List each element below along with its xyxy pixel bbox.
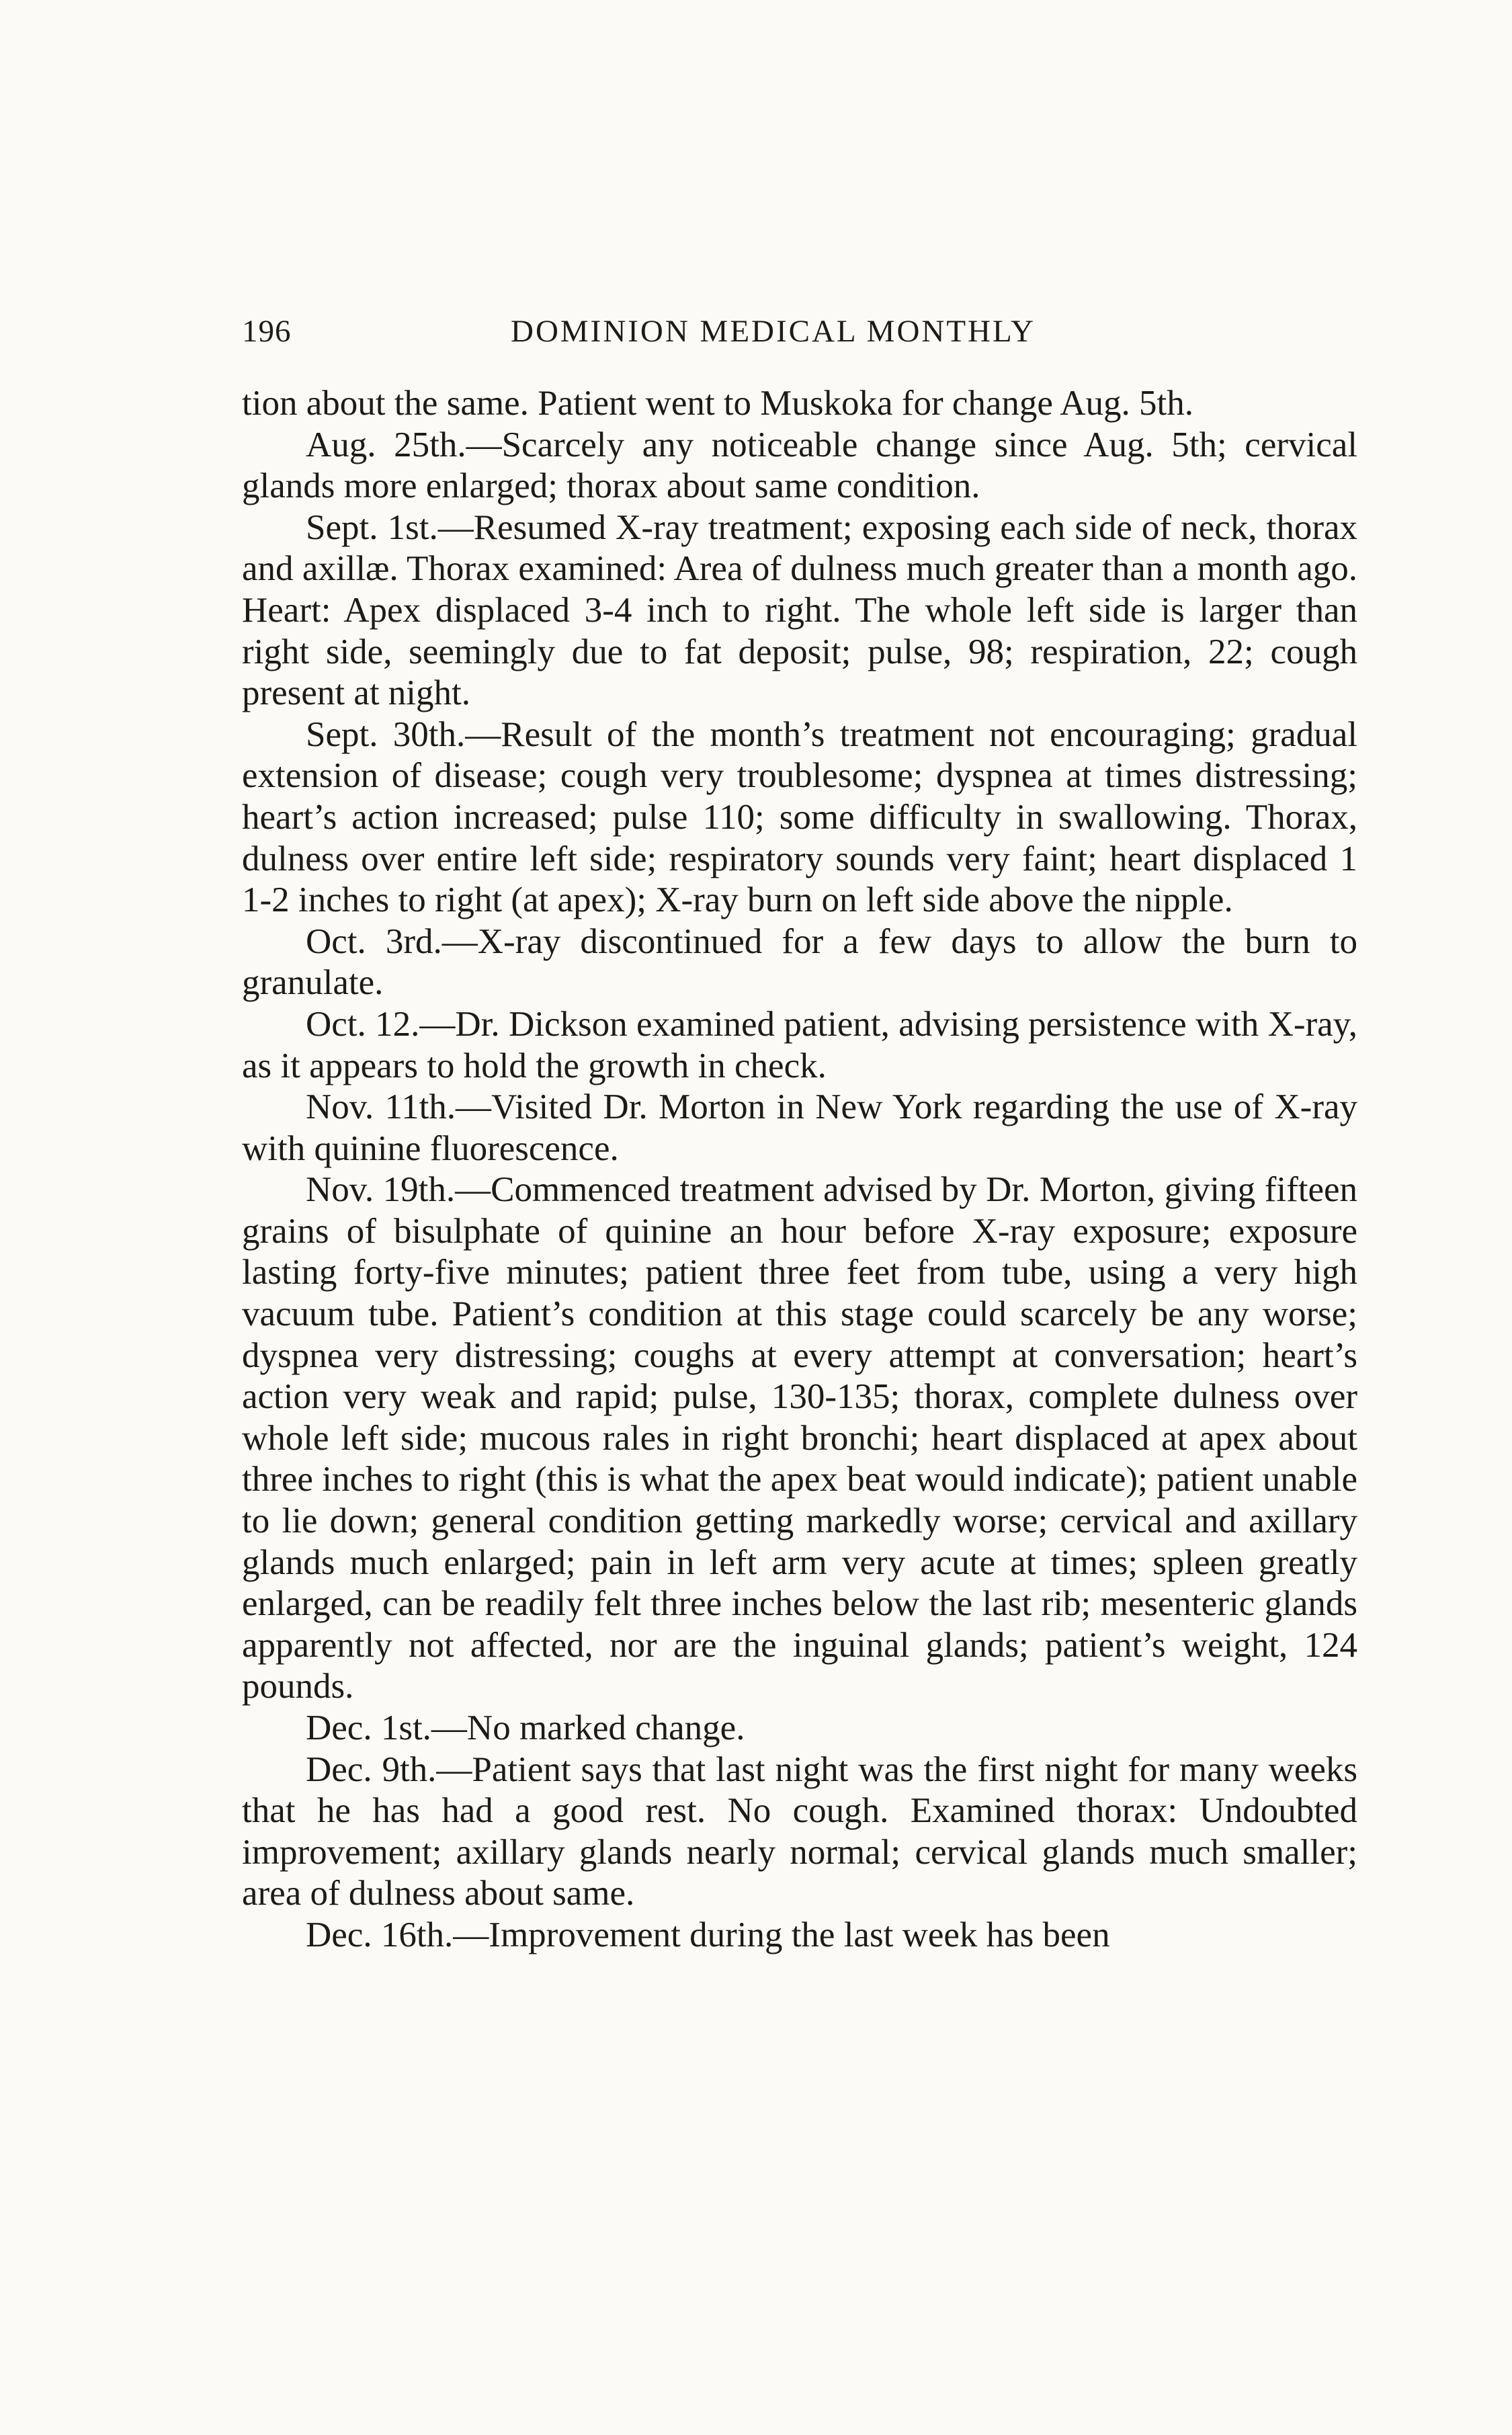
- paragraph-oct-12: Oct. 12.—Dr. Dickson examined patient, advising persistence with X-ray, as it appears to hold the growth in check.: [242, 1004, 1357, 1085]
- paragraph-sept-1: Sept. 1st.—Resumed X-ray treatment; exposing each side of neck, thorax and axillæ. Thorax examined: Area of dulness much greater than a month ago. Heart: Apex displaced 3-4 inch to right. The whole left side is larger than right side, seemingly due to fat deposit; pulse, 98; respiration, 22; cough present at night.: [242, 507, 1357, 713]
- paragraph-continued: tion about the same. Patient went to Muskoka for change Aug. 5th.: [242, 384, 1194, 423]
- body-text: [242, 383, 1357, 1956]
- paragraph-aug-25: Aug. 25th.—Scarcely any noticeable change since Aug. 5th; cervical glands more enlarged; thorax about same condition.: [242, 425, 1357, 506]
- paragraph-nov-11: Nov. 11th.—Visited Dr. Morton in New York regarding the use of X-ray with quinine fluorescence.: [242, 1087, 1357, 1168]
- page-header: [242, 313, 1357, 354]
- paragraph-oct-3: Oct. 3rd.—X-ray discontinued for a few days to allow the burn to granulate.: [242, 921, 1357, 1003]
- paragraph-dec-1: Dec. 1st.—No marked change.: [306, 1708, 745, 1747]
- paragraph-nov-19: Nov. 19th.—Commenced treatment advised by Dr. Morton, giving fifteen grains of bisulphate of quinine an hour before X-ray exposure; exposure lasting forty-five minutes; patient three feet from tube, using a very high vacuum tube. Patient’s condition at this stage could scarcely be any worse; dyspnea very distressing; coughs at every attempt at conversation; heart’s action very weak and rapid; pulse, 130-135; thorax, complete dulness over whole left side; mucous rales in right bronchi; heart displaced at apex about three inches to right (this is what the apex beat would indicate); patient unable to lie down; general condition getting markedly worse; cervical and axillary glands much enlarged; pain in left arm very acute at times; spleen greatly enlarged, can be readily felt three inches below the last rib; mesenteric glands apparently not affected, nor are the inguinal glands; patient’s weight, 124 pounds.: [242, 1170, 1357, 1706]
- paragraph-sept-30: Sept. 30th.—Result of the month’s treatment not encouraging; gradual extension of disease; cough very troublesome; dyspnea at times distressing; heart’s action increased; pulse 110; some difficulty in swallowing. Thorax, dulness over entire left side; respiratory sounds very faint; heart displaced 1 1-2 inches to right (at apex); X-ray burn on left side above the nipple.: [242, 714, 1357, 920]
- paragraph-dec-16: Dec. 16th.—Improvement during the last week has been: [306, 1915, 1110, 1954]
- running-head: DOMINION MEDICAL MONTHLY: [511, 314, 1036, 349]
- page-number: 196: [242, 314, 292, 349]
- paragraph-dec-9: Dec. 9th.—Patient says that last night was the first night for many weeks that he has had a good rest. No cough. Examined thorax: Undoubted improvement; axillary glands nearly normal; cervical glands much smaller; area of dulness about same.: [242, 1749, 1357, 1913]
